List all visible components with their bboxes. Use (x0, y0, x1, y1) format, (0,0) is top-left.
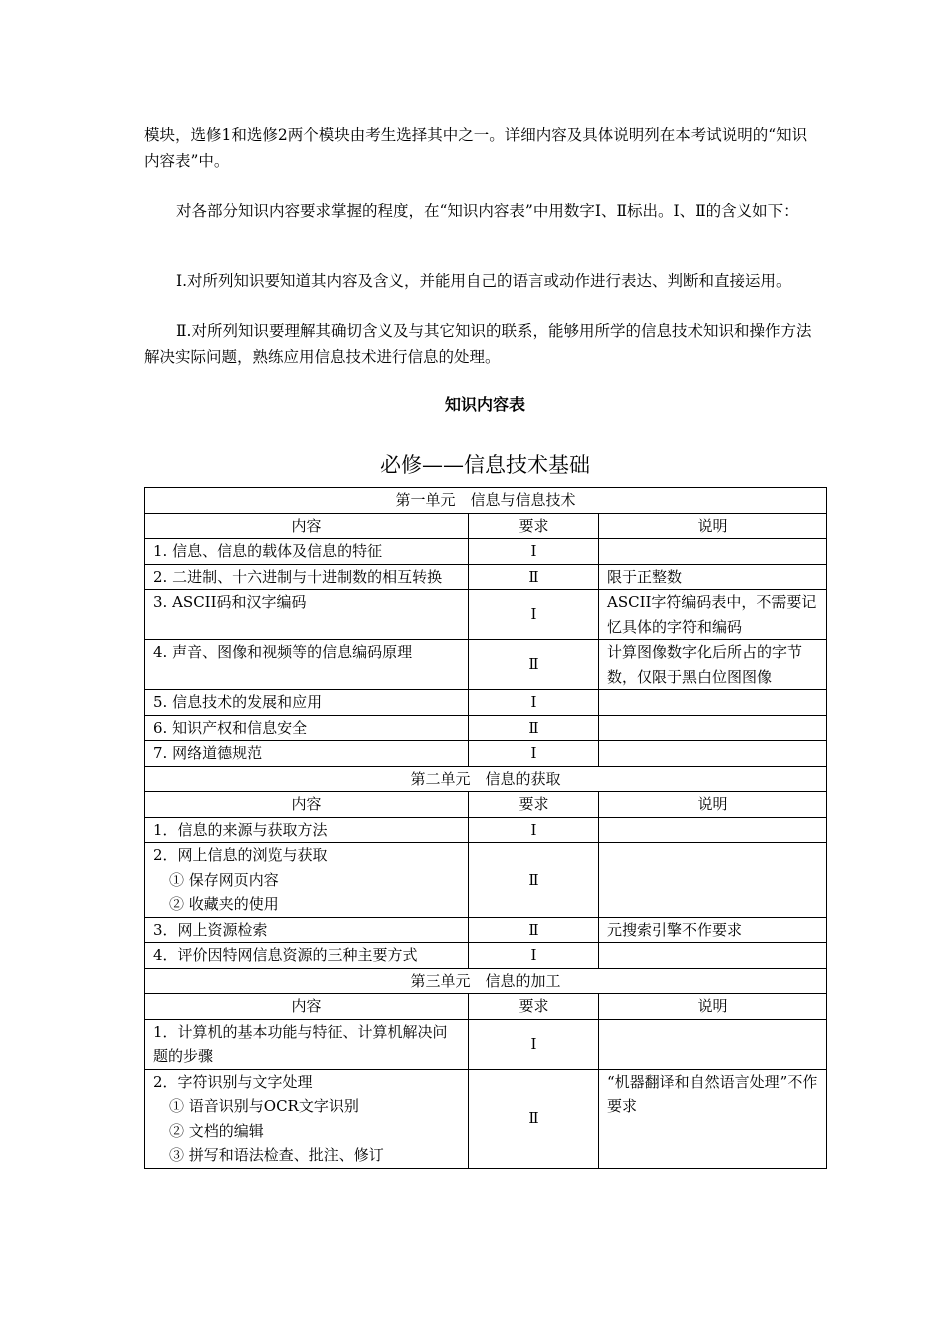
unit-title: 第一单元 信息与信息技术 (145, 488, 827, 514)
row-requirement: Ⅱ (469, 715, 599, 741)
header-row (145, 513, 827, 539)
row-requirement: Ⅱ (469, 1069, 599, 1168)
table-heading: 知识内容表 (444, 395, 525, 414)
table-row (145, 917, 827, 943)
table-row (145, 1019, 827, 1069)
row-note: “机器翻译和自然语言处理”不作要求 (599, 1069, 827, 1168)
header-requirement: 要求 (469, 792, 599, 818)
table-row (145, 715, 827, 741)
table-row (145, 590, 827, 640)
level-1-definition: Ⅰ.对所列知识要知道其内容及含义，并能用自己的语言或动作进行表达、判断和直接运用。 (176, 272, 792, 290)
row-content-subitem: ① 保存网页内容 (169, 870, 279, 889)
header-note: 说明 (599, 792, 827, 818)
row-requirement: Ⅱ (469, 640, 599, 690)
row-note (599, 715, 827, 741)
row-requirement: Ⅰ (469, 539, 599, 565)
row-content-subitem: ② 收藏夹的使用 (169, 895, 279, 913)
row-note (599, 817, 827, 843)
row-note (599, 741, 827, 767)
module-title: 必修——信息技术基础 (380, 453, 590, 477)
row-note: 计算图像数字化后所占的字节数，仅限于黑白位图图像 (599, 640, 827, 690)
row-note: ASCII字符编码表中，不需要记忆具体的字符和编码 (599, 590, 827, 640)
row-requirement: Ⅰ (469, 741, 599, 767)
table-row (145, 741, 827, 767)
table-row (145, 817, 827, 843)
row-note: 限于正整数 (599, 564, 827, 590)
header-requirement: 要求 (469, 513, 599, 539)
row-content: 1．计算机的基本功能与特征、计算机解决问题的步骤 (145, 1019, 469, 1069)
row-content: 7. 网络道德规范 (145, 741, 469, 767)
header-content: 内容 (145, 994, 469, 1020)
unit-title-row (145, 766, 827, 792)
row-content-subitem: ① 语音识别与OCR文字识别 (169, 1097, 359, 1115)
row-content (145, 1069, 469, 1168)
row-requirement: Ⅱ (469, 843, 599, 918)
row-content: 4．评价因特网信息资源的三种主要方式 (145, 943, 469, 969)
row-requirement: Ⅰ (469, 690, 599, 716)
row-requirement: Ⅱ (469, 564, 599, 590)
unit-title-row (145, 968, 827, 994)
table-row (145, 640, 827, 690)
row-content: 1. 信息、信息的载体及信息的特征 (145, 539, 469, 565)
header-row (145, 792, 827, 818)
row-content: 6. 知识产权和信息安全 (145, 715, 469, 741)
row-content: 5. 信息技术的发展和应用 (145, 690, 469, 716)
row-requirement: Ⅰ (469, 1019, 599, 1069)
row-content-main: 2．字符识别与文字处理 (153, 1072, 313, 1091)
row-requirement: Ⅰ (469, 817, 599, 843)
header-note: 说明 (599, 994, 827, 1020)
row-note (599, 690, 827, 716)
row-note (599, 1019, 827, 1069)
row-content-subitem: ③ 拼写和语法检查、批注、修订 (169, 1146, 384, 1164)
row-requirement: Ⅱ (469, 917, 599, 943)
unit-title-row (145, 488, 827, 514)
row-note (599, 943, 827, 969)
table-row (145, 539, 827, 565)
table-row (145, 1069, 827, 1168)
header-row (145, 994, 827, 1020)
row-content (145, 843, 469, 918)
row-content: 3. ASCII码和汉字编码 (145, 590, 469, 640)
header-requirement: 要求 (469, 994, 599, 1020)
row-content: 2. 二进制、十六进制与十进制数的相互转换 (145, 564, 469, 590)
row-note: 元搜索引擎不作要求 (599, 917, 827, 943)
intro-paragraph-2: 对各部分知识内容要求掌握的程度，在“知识内容表”中用数字Ⅰ、Ⅱ标出。Ⅰ、Ⅱ的含义如下： (176, 202, 799, 220)
table-row (145, 690, 827, 716)
row-requirement: Ⅰ (469, 943, 599, 969)
knowledge-table (144, 487, 827, 1169)
row-content: 1．信息的来源与获取方法 (145, 817, 469, 843)
table-row (145, 943, 827, 969)
table-row (145, 843, 827, 918)
row-requirement: Ⅰ (469, 590, 599, 640)
unit-title: 第二单元 信息的获取 (145, 766, 827, 792)
level-2-definition: Ⅱ.对所列知识要理解其确切含义及与其它知识的联系，能够用所学的信息技术知识和操作方法解决实际问题，熟练应用信息技术进行信息的处理。 (144, 322, 812, 366)
row-content: 4. 声音、图像和视频等的信息编码原理 (145, 640, 469, 690)
header-content: 内容 (145, 792, 469, 818)
row-content: 3．网上资源检索 (145, 917, 469, 943)
row-note (599, 539, 827, 565)
table-row (145, 564, 827, 590)
intro-paragraph-1: 模块，选修1和选修2两个模块由考生选择其中之一。详细内容及具体说明列在本考试说明的“知识内容表”中。 (144, 126, 808, 170)
unit-title: 第三单元 信息的加工 (145, 968, 827, 994)
row-content-main: 2．网上信息的浏览与获取 (153, 846, 328, 864)
header-content: 内容 (145, 513, 469, 539)
header-note: 说明 (599, 513, 827, 539)
row-content-subitem: ② 文档的编辑 (169, 1121, 264, 1140)
row-note (599, 843, 827, 918)
